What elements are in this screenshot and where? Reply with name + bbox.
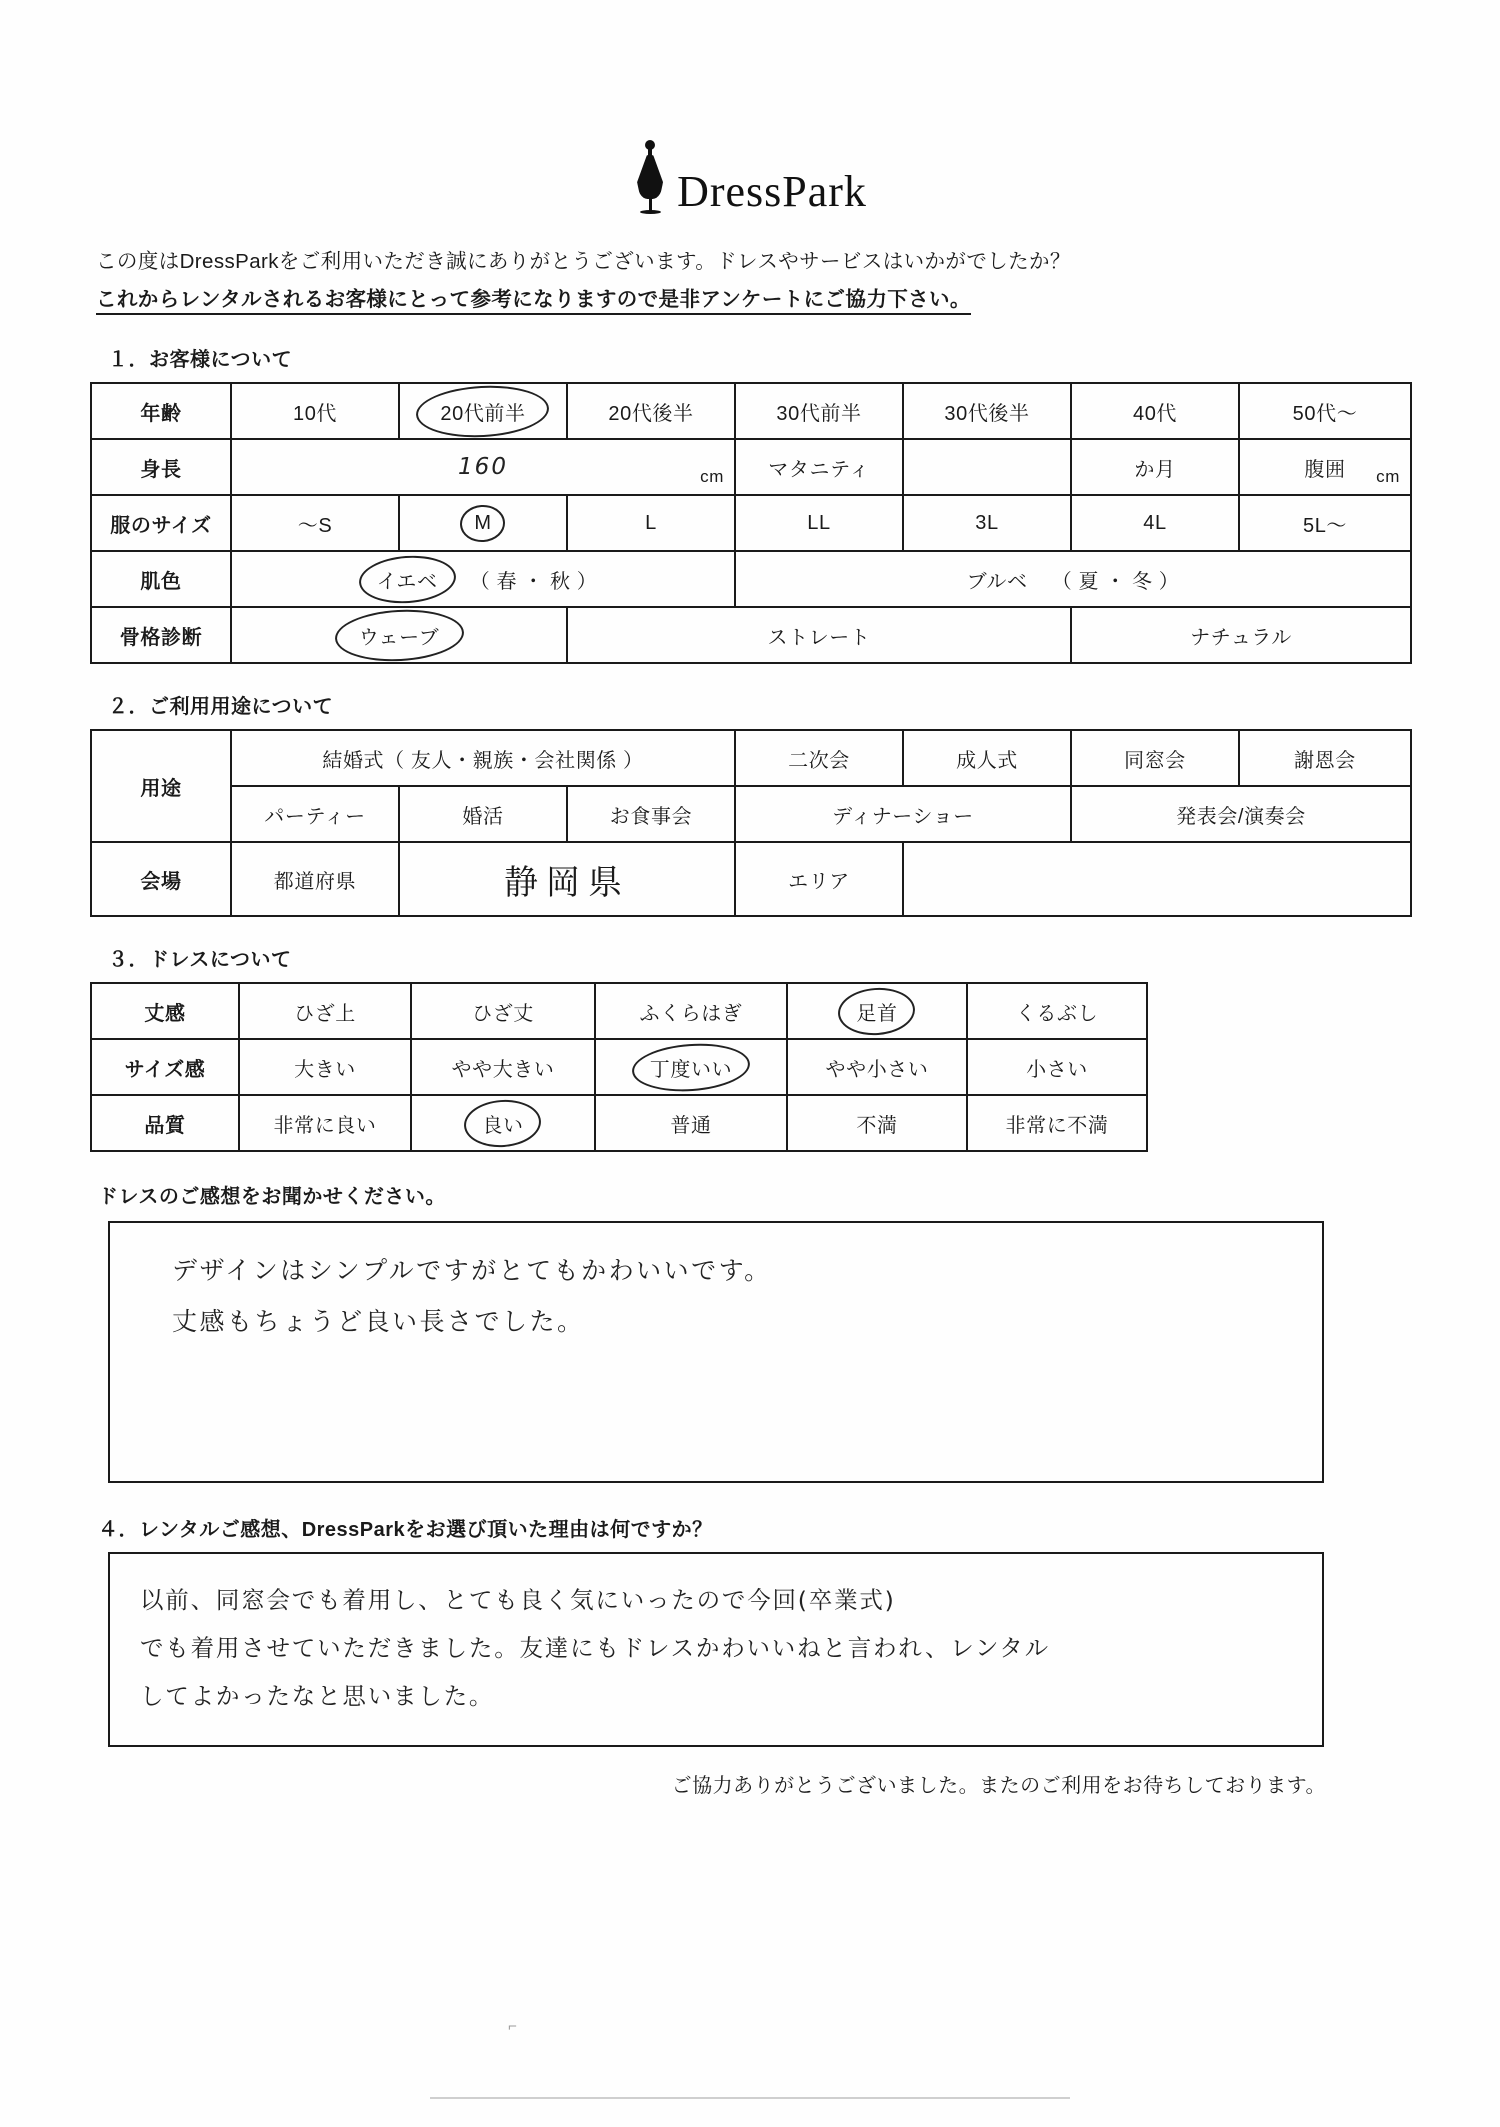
prefecture-value: 静岡県 <box>504 862 630 903</box>
age-option-0[interactable]: 10代 <box>231 383 399 439</box>
brand-logo <box>90 140 1410 218</box>
skin-tone-cool-rest: （ 夏 ・ 冬 ） <box>1051 570 1180 593</box>
table-row-purpose-2 <box>91 786 1411 842</box>
fit-option-2[interactable] <box>595 1039 787 1095</box>
venue-label: 会場 <box>91 842 231 916</box>
skeleton-label: 骨格診断 <box>91 607 231 663</box>
waist-unit: cm <box>1376 467 1400 486</box>
table-row-skin <box>91 551 1411 607</box>
purpose-option-konkatsu[interactable]: 婚活 <box>399 786 567 842</box>
length-option-0[interactable]: ひざ上 <box>239 983 411 1039</box>
reason-line-1: 以前、同窓会でも着用し、とても良く気にいったので今回(卒業式) <box>140 1586 896 1614</box>
fit-option-3[interactable]: やや小さい <box>787 1039 967 1095</box>
age-option-4[interactable]: 30代後半 <box>903 383 1071 439</box>
section-4-heading: ４．レンタルご感想、DressParkをお選び頂いた理由は何ですか？ <box>98 1519 713 1541</box>
height-unit: cm <box>700 467 724 486</box>
purpose-option-party[interactable]: パーティー <box>231 786 399 842</box>
age-option-1[interactable] <box>399 383 567 439</box>
table-row-length <box>91 983 1147 1039</box>
quality-option-3[interactable]: 不満 <box>787 1095 967 1151</box>
prefecture-label: 都道府県 <box>231 842 399 916</box>
size-option-1[interactable] <box>399 495 567 551</box>
fit-option-0[interactable]: 大きい <box>239 1039 411 1095</box>
skin-tone-cool-key: ブルベ <box>966 570 1028 593</box>
height-value: 160 <box>458 454 508 480</box>
table-row-skeleton <box>91 607 1411 663</box>
skeleton-option-0[interactable] <box>231 607 567 663</box>
intro-line-1: この度はDressParkをご利用いただき誠にありがとうございます。ドレスやサービスはいかがでしたか？ <box>96 250 1071 273</box>
height-label: 身長 <box>91 439 231 495</box>
skin-tone-cool[interactable] <box>735 551 1411 607</box>
age-label: 年齢 <box>91 383 231 439</box>
table-row-size <box>91 495 1411 551</box>
age-option-3[interactable]: 30代前半 <box>735 383 903 439</box>
fit-option-4[interactable]: 小さい <box>967 1039 1147 1095</box>
quality-option-0[interactable]: 非常に良い <box>239 1095 411 1151</box>
usage-table <box>90 729 1412 917</box>
quality-option-4[interactable]: 非常に不満 <box>967 1095 1147 1151</box>
purpose-option-wedding[interactable]: 結婚式（ 友人・親族・会社関係 ） <box>231 730 735 786</box>
length-label: 丈感 <box>91 983 239 1039</box>
impression-textarea[interactable] <box>108 1221 1324 1483</box>
maternity-value[interactable] <box>903 439 1071 495</box>
purpose-option-recital[interactable]: 発表会/演奏会 <box>1071 786 1411 842</box>
dress-table <box>90 982 1148 1152</box>
customer-table <box>90 382 1412 664</box>
length-option-4[interactable]: くるぶし <box>967 983 1147 1039</box>
table-row-age <box>91 383 1411 439</box>
brand-name: DressPark <box>677 167 867 216</box>
reason-line-2: でも着用させていただきました。友達にもドレスかわいいねと言われ、レンタル <box>140 1634 1050 1663</box>
months-label: か月 <box>1071 439 1239 495</box>
quality-selected-mark: 良い <box>474 1107 531 1140</box>
size-option-0[interactable]: ～S <box>231 495 399 551</box>
height-value-cell[interactable] <box>231 439 735 495</box>
fit-option-1[interactable]: やや大きい <box>411 1039 595 1095</box>
purpose-option-afterparty[interactable]: 二次会 <box>735 730 903 786</box>
section-1-heading: １．お客様について <box>108 349 293 371</box>
age-option-6[interactable]: 50代～ <box>1239 383 1411 439</box>
survey-sheet <box>90 140 1410 1798</box>
impression-line-2: 丈感もちょうど良い長さでした。 <box>172 1307 585 1337</box>
length-option-1[interactable]: ひざ丈 <box>411 983 595 1039</box>
purpose-option-coming-of-age[interactable]: 成人式 <box>903 730 1071 786</box>
size-option-3[interactable]: LL <box>735 495 903 551</box>
length-option-3[interactable] <box>787 983 967 1039</box>
quality-option-2[interactable]: 普通 <box>595 1095 787 1151</box>
size-option-2[interactable]: L <box>567 495 735 551</box>
waist-label: 腹囲 <box>1304 458 1346 481</box>
maternity-label: マタニティ <box>735 439 903 495</box>
table-row-height <box>91 439 1411 495</box>
closing-message: ご協力ありがとうございました。またのご利用をお待ちしております。 <box>671 1775 1326 1797</box>
length-selected-mark: 足首 <box>848 995 905 1028</box>
size-option-5[interactable]: 4L <box>1071 495 1239 551</box>
age-selected-mark: 20代前半 <box>432 395 533 428</box>
size-selected-mark: M <box>466 510 499 537</box>
purpose-label: 用途 <box>91 730 231 842</box>
waist-cell[interactable] <box>1239 439 1411 495</box>
quality-label: 品質 <box>91 1095 239 1151</box>
table-row-purpose-1 <box>91 730 1411 786</box>
area-value[interactable] <box>903 842 1411 916</box>
table-row-venue <box>91 842 1411 916</box>
quality-option-1[interactable] <box>411 1095 595 1151</box>
intro-line-2: これからレンタルされるお客様にとって参考になりますので是非アンケートにご協力下さい。 <box>96 282 971 315</box>
fit-selected-mark: 丁度いい <box>642 1051 740 1084</box>
size-option-6[interactable]: 5L～ <box>1239 495 1411 551</box>
age-option-5[interactable]: 40代 <box>1071 383 1239 439</box>
purpose-option-thanksgiving[interactable]: 謝恩会 <box>1239 730 1411 786</box>
section-3-heading: ３．ドレスについて <box>108 949 292 971</box>
scan-corner-mark: ⌐ <box>508 2018 517 2035</box>
section-2-heading: ２．ご利用用途について <box>108 696 334 718</box>
purpose-option-dinnershow[interactable]: ディナーショー <box>735 786 1071 842</box>
area-label: エリア <box>735 842 903 916</box>
reason-line-3: してよかったなと思いました。 <box>140 1682 495 1711</box>
size-option-4[interactable]: 3L <box>903 495 1071 551</box>
length-option-2[interactable]: ふくらはぎ <box>595 983 787 1039</box>
skin-tone-warm[interactable] <box>231 551 735 607</box>
table-row-fit <box>91 1039 1147 1095</box>
reason-textarea[interactable] <box>108 1552 1324 1747</box>
clothing-size-label: 服のサイズ <box>91 495 231 551</box>
impression-line-1: デザインはシンプルですがとてもかわいいです。 <box>172 1256 772 1285</box>
skin-tone-warm-rest: （ 春 ・ 秋 ） <box>469 570 598 593</box>
skeleton-selected-mark: ウェーブ <box>351 619 448 652</box>
age-option-2[interactable]: 20代後半 <box>567 383 735 439</box>
impression-prompt: ドレスのご感想をお聞かせください。 <box>98 1186 446 1208</box>
purpose-option-dining[interactable]: お食事会 <box>567 786 735 842</box>
dress-form-icon <box>633 140 667 218</box>
prefecture-value-cell[interactable] <box>399 842 735 916</box>
skeleton-option-2[interactable]: ナチュラル <box>1071 607 1411 663</box>
skin-tone-label: 肌色 <box>91 551 231 607</box>
table-row-quality <box>91 1095 1147 1151</box>
fit-label: サイズ感 <box>91 1039 239 1095</box>
purpose-option-reunion[interactable]: 同窓会 <box>1071 730 1239 786</box>
page-edge-line <box>430 2097 1070 2099</box>
skeleton-option-1[interactable]: ストレート <box>567 607 1071 663</box>
skin-tone-selected-mark: イエベ <box>369 563 446 596</box>
